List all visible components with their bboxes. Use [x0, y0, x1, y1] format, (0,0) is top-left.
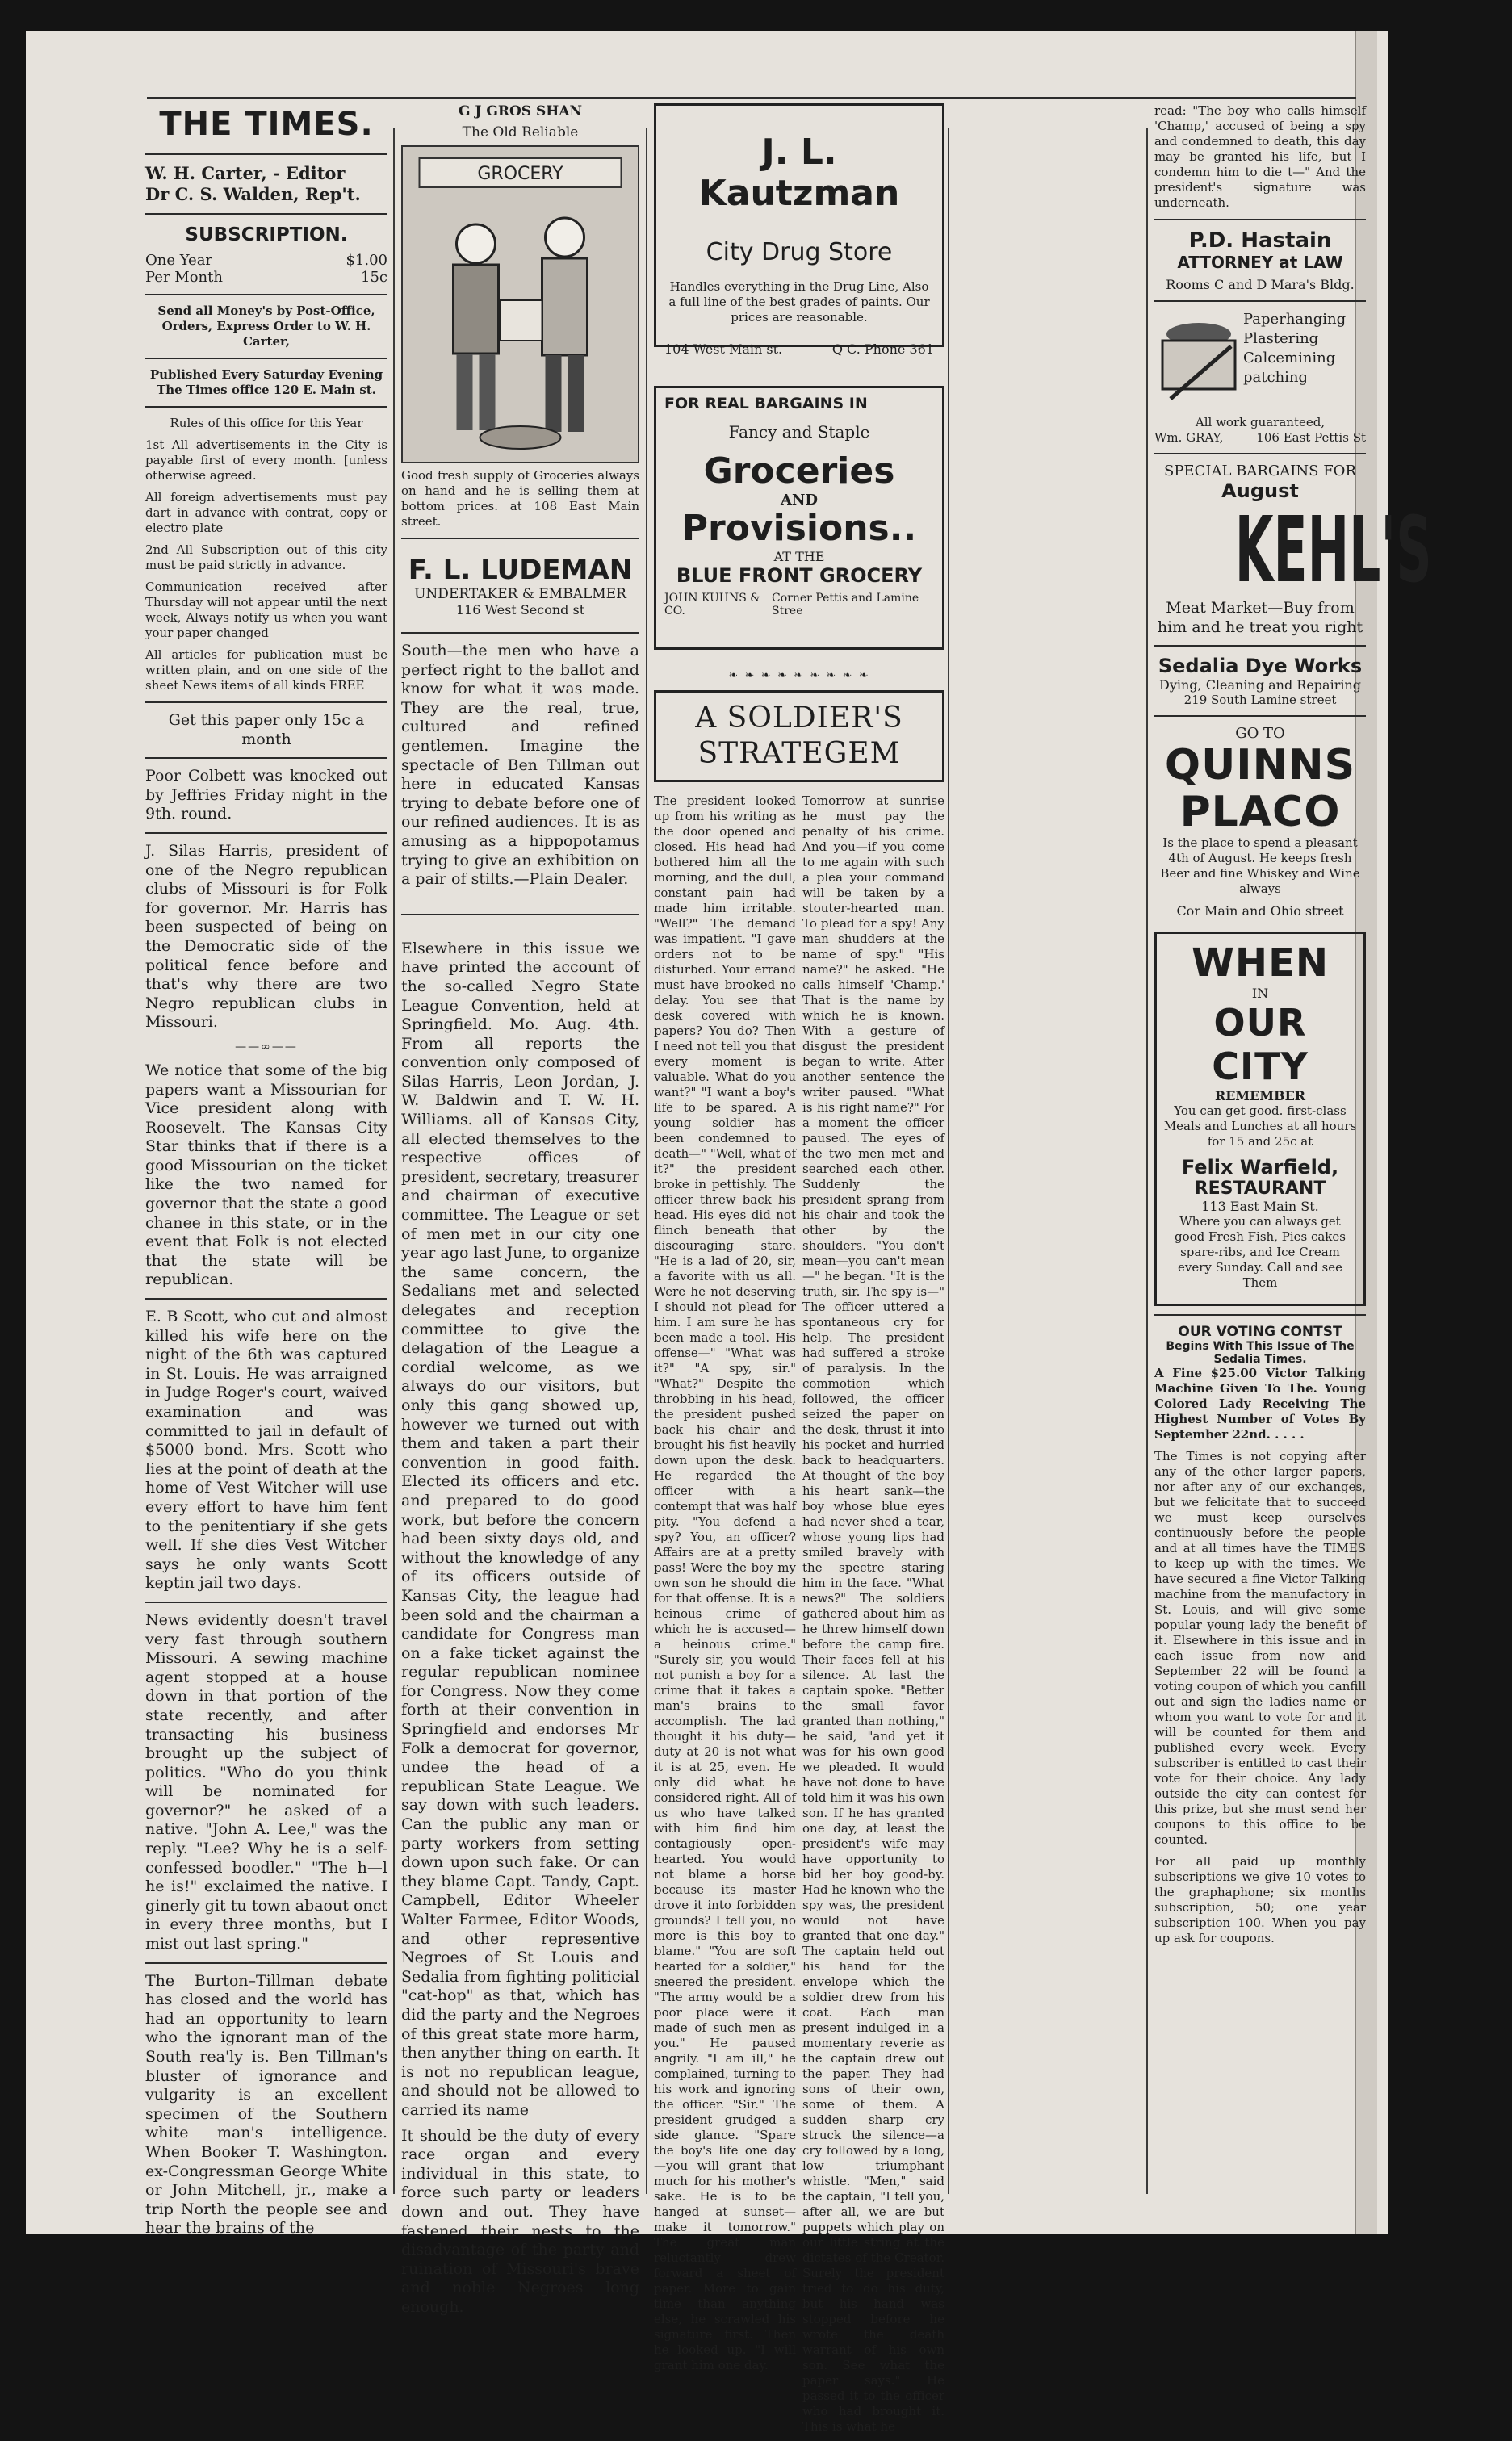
grocer-figures-illustration [403, 147, 638, 462]
ludeman-trade: UNDERTAKER & EMBALMER [414, 586, 626, 602]
contest-text: The Times is not copying after any of the other larger papers, nor after any of our exchanges, but we felicitate that to succeed we must keep ourselves continuously before the people and at all times have the TIMES to keep up with the times. We have secured a fine Victor Talking machine from the manufactory in St. Louis, and will give some popular young lady the benefit of it. Elsewhere in this issue and in each issue from now and September 22 will be found a voting coupon of which you canfill out and sign the ladies name or whom you want to vote for and it will be counted for them and published every week. Every subscriber is entitled to cast their vote for their choice. Any lady outside the city can contest for this prize, but she must send her coupons to this office to be counted. [1154, 1449, 1366, 1848]
ornament-divider: ——∞—— [235, 1040, 298, 1053]
quinns-name: QUINNS [1164, 741, 1356, 790]
contest-footnote: For all paid up monthly subscriptions we give 10 votes to the graphaphone; six months subscription, 50; one year subscription 100. When you pay up ask for coupons. [1154, 1854, 1366, 1946]
story-title-box [654, 690, 944, 782]
blue-front-groceries: Groceries [703, 450, 895, 492]
article-scott: E. B Scott, who cut and almost killed his wife here on the night of the 6th was captured in St. Louis. He was arraigned in Judge Roger's court, waived examination and was committed to jail in default of $5000 bond. Mrs. Scott who lies at the point of death at the home of Vest Witcher will use every effort to have him fent to the penitentiary if she gets well. If she dies Vest Witcher says he only wants Scott keptin jail two days. [145, 1308, 387, 1593]
kehl-logo-wrap [1154, 498, 1432, 603]
subscription-heading: SUBSCRIPTION. [185, 224, 348, 245]
gray-guarantee: All work guaranteed, [1195, 415, 1326, 429]
quinns-text: Is the place to spend a pleasant 4th of August. He keeps fresh Beer and fine Whiskey and Wine always [1160, 835, 1360, 897]
blue-front-at: AT THE [773, 549, 825, 564]
article-vice-president: We notice that some of the big papers want a Missourian for Vice president along with Roosevelt. The Kansas City Star thinks that if there is a good Missourian on the ticket like the two named for governor that the state a good chanee in this state, or in the event that Folk is not elected that the state will be republican. [145, 1061, 387, 1289]
blue-front-footer: JOHN KUHNS & CO. Corner Pettis and Lamine Stree [664, 592, 919, 618]
article-burton-tillman: The Burton–Tillman debate has closed and the world has had an opportunity to learn who the ignorant man of the South rea'ly is. Ben Tillman's bluster of ignorance and vulgarity is an excellent specimen of the Southern white man's intelligence. When Booker T. Washington. ex-Congressman George White or John Mitchell, jr., make a trip North the people see and hear the brains of the [145, 1971, 387, 2238]
reporter-line: Dr C. S. Walden, Rep't. [145, 184, 361, 204]
column-1 [145, 103, 387, 2245]
story-ending: read: "The boy who calls himself 'Champ,' accused of being a spy and condemned to death, this day may be granted his life, but I condemn him to die t—" And the president's signature was underneath. [1154, 103, 1366, 210]
ornament-border: ❧ ❧ ❧ ❧ ❧ ❧ ❧ ❧ ❧ [728, 669, 870, 682]
quinns-place: PLACO [1179, 788, 1341, 837]
warfield-meals: You can get good. first-class Meals and Lunches at all hours for 15 and 25c at [1163, 1103, 1357, 1149]
gray-services: Paperhanging Plastering Calcemining patching [1243, 311, 1347, 386]
masthead-title: THE TIMES. [159, 106, 374, 143]
grosshan-caption: Good fresh supply of Groceries always on hand and he is selling them at bottom prices. at 108 East Main street. [401, 468, 639, 529]
kehl-month: August [1221, 479, 1299, 502]
ludeman-address: 116 West Second st [455, 602, 585, 618]
article-news: News evidently doesn't travel very fast through southern Missouri. A sewing machine agent stopped at a house down in that portion of the state recently, and after transacting his business brought up the subject of politics. "Who do you think will be nominated for governor?" he asked of a native. "John A. Lee," was the reply. "Lee? Why he is a self-confessed boodler." "The h—l he is!" exclaimed the native. I ginerly git tu town abaout onct in every three months, but I mist out last spring." [145, 1610, 387, 1953]
newspaper-page [26, 31, 1432, 2434]
restaurant-label: RESTAURANT [1194, 1179, 1326, 1200]
grosshan-name: G J GROS SHAN [458, 103, 583, 119]
kautzman-name: J. L. Kautzman [698, 132, 900, 214]
rules-heading: Rules of this office for this Year [170, 416, 363, 430]
column-2 [401, 103, 639, 2323]
column-rule [948, 128, 949, 2194]
gray-footer: Wm. GRAY, 106 East Pettis St [1154, 430, 1366, 445]
subscription-year: One Year $1.00 [145, 252, 387, 269]
painter-tools-icon [1154, 310, 1243, 407]
columns-3-4 [654, 103, 944, 2441]
column-rule [393, 128, 395, 2194]
blue-front-ad [654, 386, 944, 650]
published-note: Published Every Saturday Evening The Times office 120 E. Main st. [149, 367, 383, 397]
hastain-address: Rooms C and D Mara's Bldg. [1166, 277, 1355, 292]
kautzman-desc: Handles everything in the Drug Line, Also a full line of the best grades of paints. Our prices are reasonable. [668, 279, 930, 324]
dye-works-text: Dying, Cleaning and Repairing [1158, 677, 1362, 693]
get-paper-note: Get this paper only 15c a month [168, 711, 365, 748]
warfield-name: Felix Warfield, [1181, 1156, 1339, 1179]
masthead [145, 103, 387, 205]
kautzman-ad [654, 103, 944, 357]
hastain-name: P.D. Hastain [1188, 228, 1332, 253]
story-left-column: The president looked up from his writing as the door opened and closed. His head had bothered him all the morning, and the dull, constant pain had made him irritable. "Well?" The demand was impatient. "I gave orders not to be disturbed. Your errand must have brooked no delay. You see that desk covered with papers? You do? Then I need not tell you that every moment is valuable. What do you want?" "I want a boy's life to be spared. A young soldier has been condemned to death—" "Well, what of it?" the president broke in pettishly. The officer threw back his head. His eyes did not flinch beneath that discouraging stare. "He is a lad of 20, sir, a favorite with us all. Were he not deserving I should not plead for him. I am sure he has been made a tool. His offense—" "What was it?" "A spy, sir." "What?" Despite the throbbing in his head, the president pushed back his chair and brought his fist heavily down upon the desk. He regarded the officer with a contempt that was half pity. "You defend a spy? You, an officer? Affairs are at a pretty pass! Were the boy my own son he should die for that offense. It is a heinous crime of which he is accused—a heinous crime." "Surely sir, you would not punish a boy for a crime that it takes a man's brains to accomplish. The lad thought it his duty—duty at 20 is not what it is at 25, even. He only did what he considered right. All of us who have talked with him find him contagiously open-hearted. You would not blame a horse because its master drove it into forbidden grounds? I tell you, no more is this boy to blame." "You are soft hearted for a soldier," sneered the president. "The army would be a poor place were it made of such men as you." He paused angrily. "I am ill," he complained, turning to his work and ignoring the officer. "Sir." The president grudged a side glance. "Spare the boy's life one day—you will grant that much for his mother's sake. He is to be hanged at sunset—make it tomorrow." The great man reluctantly drew forward a sheet of paper. More to gain time than anything else, he scrawled his signature first. Then he looked up. "I will grant him one day. [654, 793, 796, 2372]
column-5 [1154, 103, 1432, 1953]
quinns-go-to: GO TO [1235, 725, 1285, 743]
top-rule [147, 97, 1356, 99]
quinns-address: Cor Main and Ohio street [1176, 903, 1344, 919]
warfield-address: 113 East Main St. [1201, 1199, 1319, 1215]
kehl-name: KEHL'S [1234, 498, 1432, 603]
money-note: Send all Money's by Post-Office, Orders, Express Order to W. H. Carter, [157, 304, 375, 349]
dye-works-name: Sedalia Dye Works [1158, 655, 1363, 678]
story-body [654, 793, 944, 2441]
when-in: IN [1251, 986, 1269, 1002]
article-harris: J. Silas Harris, president of one of the Negro republican clubs of Missouri is for Folk for governor. Mr. Harris has been suspected of being on the Democratic side of the political fence before and that's why there are two Negro republican clubs in Missouri. [145, 841, 387, 1032]
warfield-ad [1154, 932, 1366, 1306]
remember-text: REMEMBER [1214, 1088, 1306, 1104]
blue-front-name: BLUE FRONT GROCERY [676, 564, 923, 587]
rules-list: 1st All advertisements in the City is payable first of every month. [unless otherwise agreed. All foreign advertisements must pay dart in advance with contrat, copy or electro plate 2nd All Subscription out of this city must be paid strictly in advance. Communication received after Thursday will not appear until the next week, Always notify us when you want your paper changed All articles for publication must be written plain, and on one side of the sheet News items of all kinds FREE [145, 438, 387, 693]
article-duty: It should be the duty of every race organ and every individual in this state, to force such party or leaders down and out. They have fastened their nests to the disadvantage of the party and ruination of Missouri's brave and noble Negroes long enough. [401, 2126, 639, 2316]
column-rule [646, 128, 647, 2194]
blue-front-fancy: Fancy and Staple [728, 422, 870, 442]
hastain-title: ATTORNEY at LAW [1177, 253, 1343, 272]
grocery-sign-text: GROCERY [477, 164, 563, 184]
kehl-special: SPECIAL BARGAINS FOR [1163, 463, 1356, 479]
story-right-column: Tomorrow at sunrise he must pay the penalty of his crime. And you—if you come to me again with such a plea your command will be taken by a stouter-hearted man. To plead for a spy! Any man shudders at the name of spy." "His name?" he asked. "He calls himself 'Champ.' That is the name by which he is known. With a gesture of disgust the president began to write. After another sentence the writer paused. "What is his right name?" For a moment the officer paused. The eyes of the two men met and searched each other. Suddenly the president sprang from his chair and took the other by the shoulders. "You don't mean—you can't mean—" he began. "It is the truth, sir. The spy is—" The officer uttered a spontaneous cry for help. The president had suffered a stroke of paralysis. In the commotion which followed, the officer seized the paper on the desk, thrust it into his pocket and hurried back to headquarters. At thought of the boy his heart sank—the boy whose blue eyes had never shed a tear, whose young lips had smiled bravely with the spectre staring him in the face. "What news?" The soldiers gathered about him as he threw himself down before the camp fire. Their faces fell at his silence. At last the captain spoke. "Better the small favor granted than nothing," he said, "and yet it was for his own good we pleaded. It would have not done to have told him it was his own son. If he has granted one day, at least the president's wife may have opportunity to bid her boy good-by. Had he known who the spy was, the president would not have granted that one day." The captain held out his hand for the envelope which the soldier drew from his coat. Each man present indulged in a momentary reverie as the captain drew out the paper. They had sons of their own, some of them. A sudden sharp cry struck the silence—a cry followed by a long, low triumphant whistle. "Men," said the captain, "I tell you, after all, we are but puppets which play on our little string at the dictates of the Creator. Surely the president tried to do his duty, but his hand was stopped before he wrote the death warrant of his own son. See what the paper says." He passed it to the officer who had brought it. This is what he [802, 793, 944, 2434]
story-title: A SOLDIER'S STRATEGEM [695, 701, 903, 770]
contest-heading: OUR VOTING CONTST [1178, 1324, 1342, 1341]
column-rule [1146, 128, 1148, 2194]
subscription-month: Per Month 15c [145, 269, 387, 286]
blue-front-provisions: Provisions.. [681, 508, 917, 549]
our-city-heading: OUR CITY [1212, 1001, 1309, 1089]
article-tillman-end: South—the men who have a perfect right to the ballot and know for what it was made. They are the real, true, cultured and refined gentlemen. Imagine the spectacle of Ben Tillman out here in educated Kansas trying to debate before one of our refined audiences. It is as amusing as a hippopotamus trying to give an exhibition on a pair of stilts.—Plain Dealer. [401, 642, 639, 889]
ludeman-name: F. L. LUDEMAN [408, 554, 633, 586]
grosshan-tag: The Old Reliable [462, 124, 579, 140]
contest-subheading: Begins With This Issue of The Sedalia Times. [1166, 1340, 1355, 1367]
kehl-text: Meat Market—Buy from him and he treat you right [1157, 599, 1363, 636]
contest-prize: A Fine $25.00 Victor Talking Machine Given To The. Young Colored Lady Receiving The Highest Number of Votes By September 22nd. . . . . [1154, 1366, 1366, 1442]
kautzman-store: City Drug Store [706, 238, 893, 266]
article-state-league: Elsewhere in this issue we have printed the account of the so-called Negro State League Convention, held at Springfield. Mo. Aug. 4th. From all reports the convention only composed of Silas Harris, Leon Jordan, J. W. Baldwin and T. W. H. Williams. all of Kansas City, all elected themselves to the respective offices of president, secretary, treasurer and chairman of executive committee. The League or set of men met in our city one year ago last June, to organize the same concern, the Sedalians met and selected delegates and reception committee to give the delagation of the League a cordial welcome, as we always do our visitors, but only this gang showed up, however we turned out with them and taken a part their convention in good faith. Elected its officers and etc. and prepared to do good work, but before the concern had been sixty days old, and without the knowledge of any of its officers outside of Kansas City, the league had been sold and the chairman a candidate for Congress man on a fake ticket against the regular republican nominee for Congress. Now they come forth at their convention in Springfield and endorses Mr Folk a democrat for governor, undee the head of a republican State League. We say down with such leaders. Can the public any man or party workers from setting down upon such fake. Or can they blame Capt. Tandy, Capt. Campbell, Editor Wheeler Walter Farmee, Editor Woods, and other representive Negroes of St Louis and Sedalia from fighting politicial "cat-hop" as that, which has did the party and the Negroes of this great state more harm, then anyther thing on earth. It is not no republican league, and should not be allowed to carried its name [401, 939, 639, 2119]
grocery-illustration [401, 145, 639, 463]
blue-front-top: FOR REAL BARGAINS IN [664, 395, 868, 412]
blue-front-and: AND [780, 492, 819, 509]
gray-ad [1154, 310, 1366, 415]
dye-works-address: 219 South Lamine street [1183, 693, 1337, 708]
kautzman-footer: 104 West Main st. Q C. Phone 361 [664, 341, 934, 357]
editor-line: W. H. Carter, - Editor [145, 163, 346, 183]
article-colbett: Poor Colbett was knocked out by Jeffries Friday night in the 9th. round. [145, 767, 387, 823]
when-heading: WHEN [1191, 940, 1330, 986]
warfield-text: Where you can always get good Fresh Fish, Pies cakes spare-ribs, and Ice Cream every Sunday. Call and see Them [1175, 1214, 1346, 1291]
